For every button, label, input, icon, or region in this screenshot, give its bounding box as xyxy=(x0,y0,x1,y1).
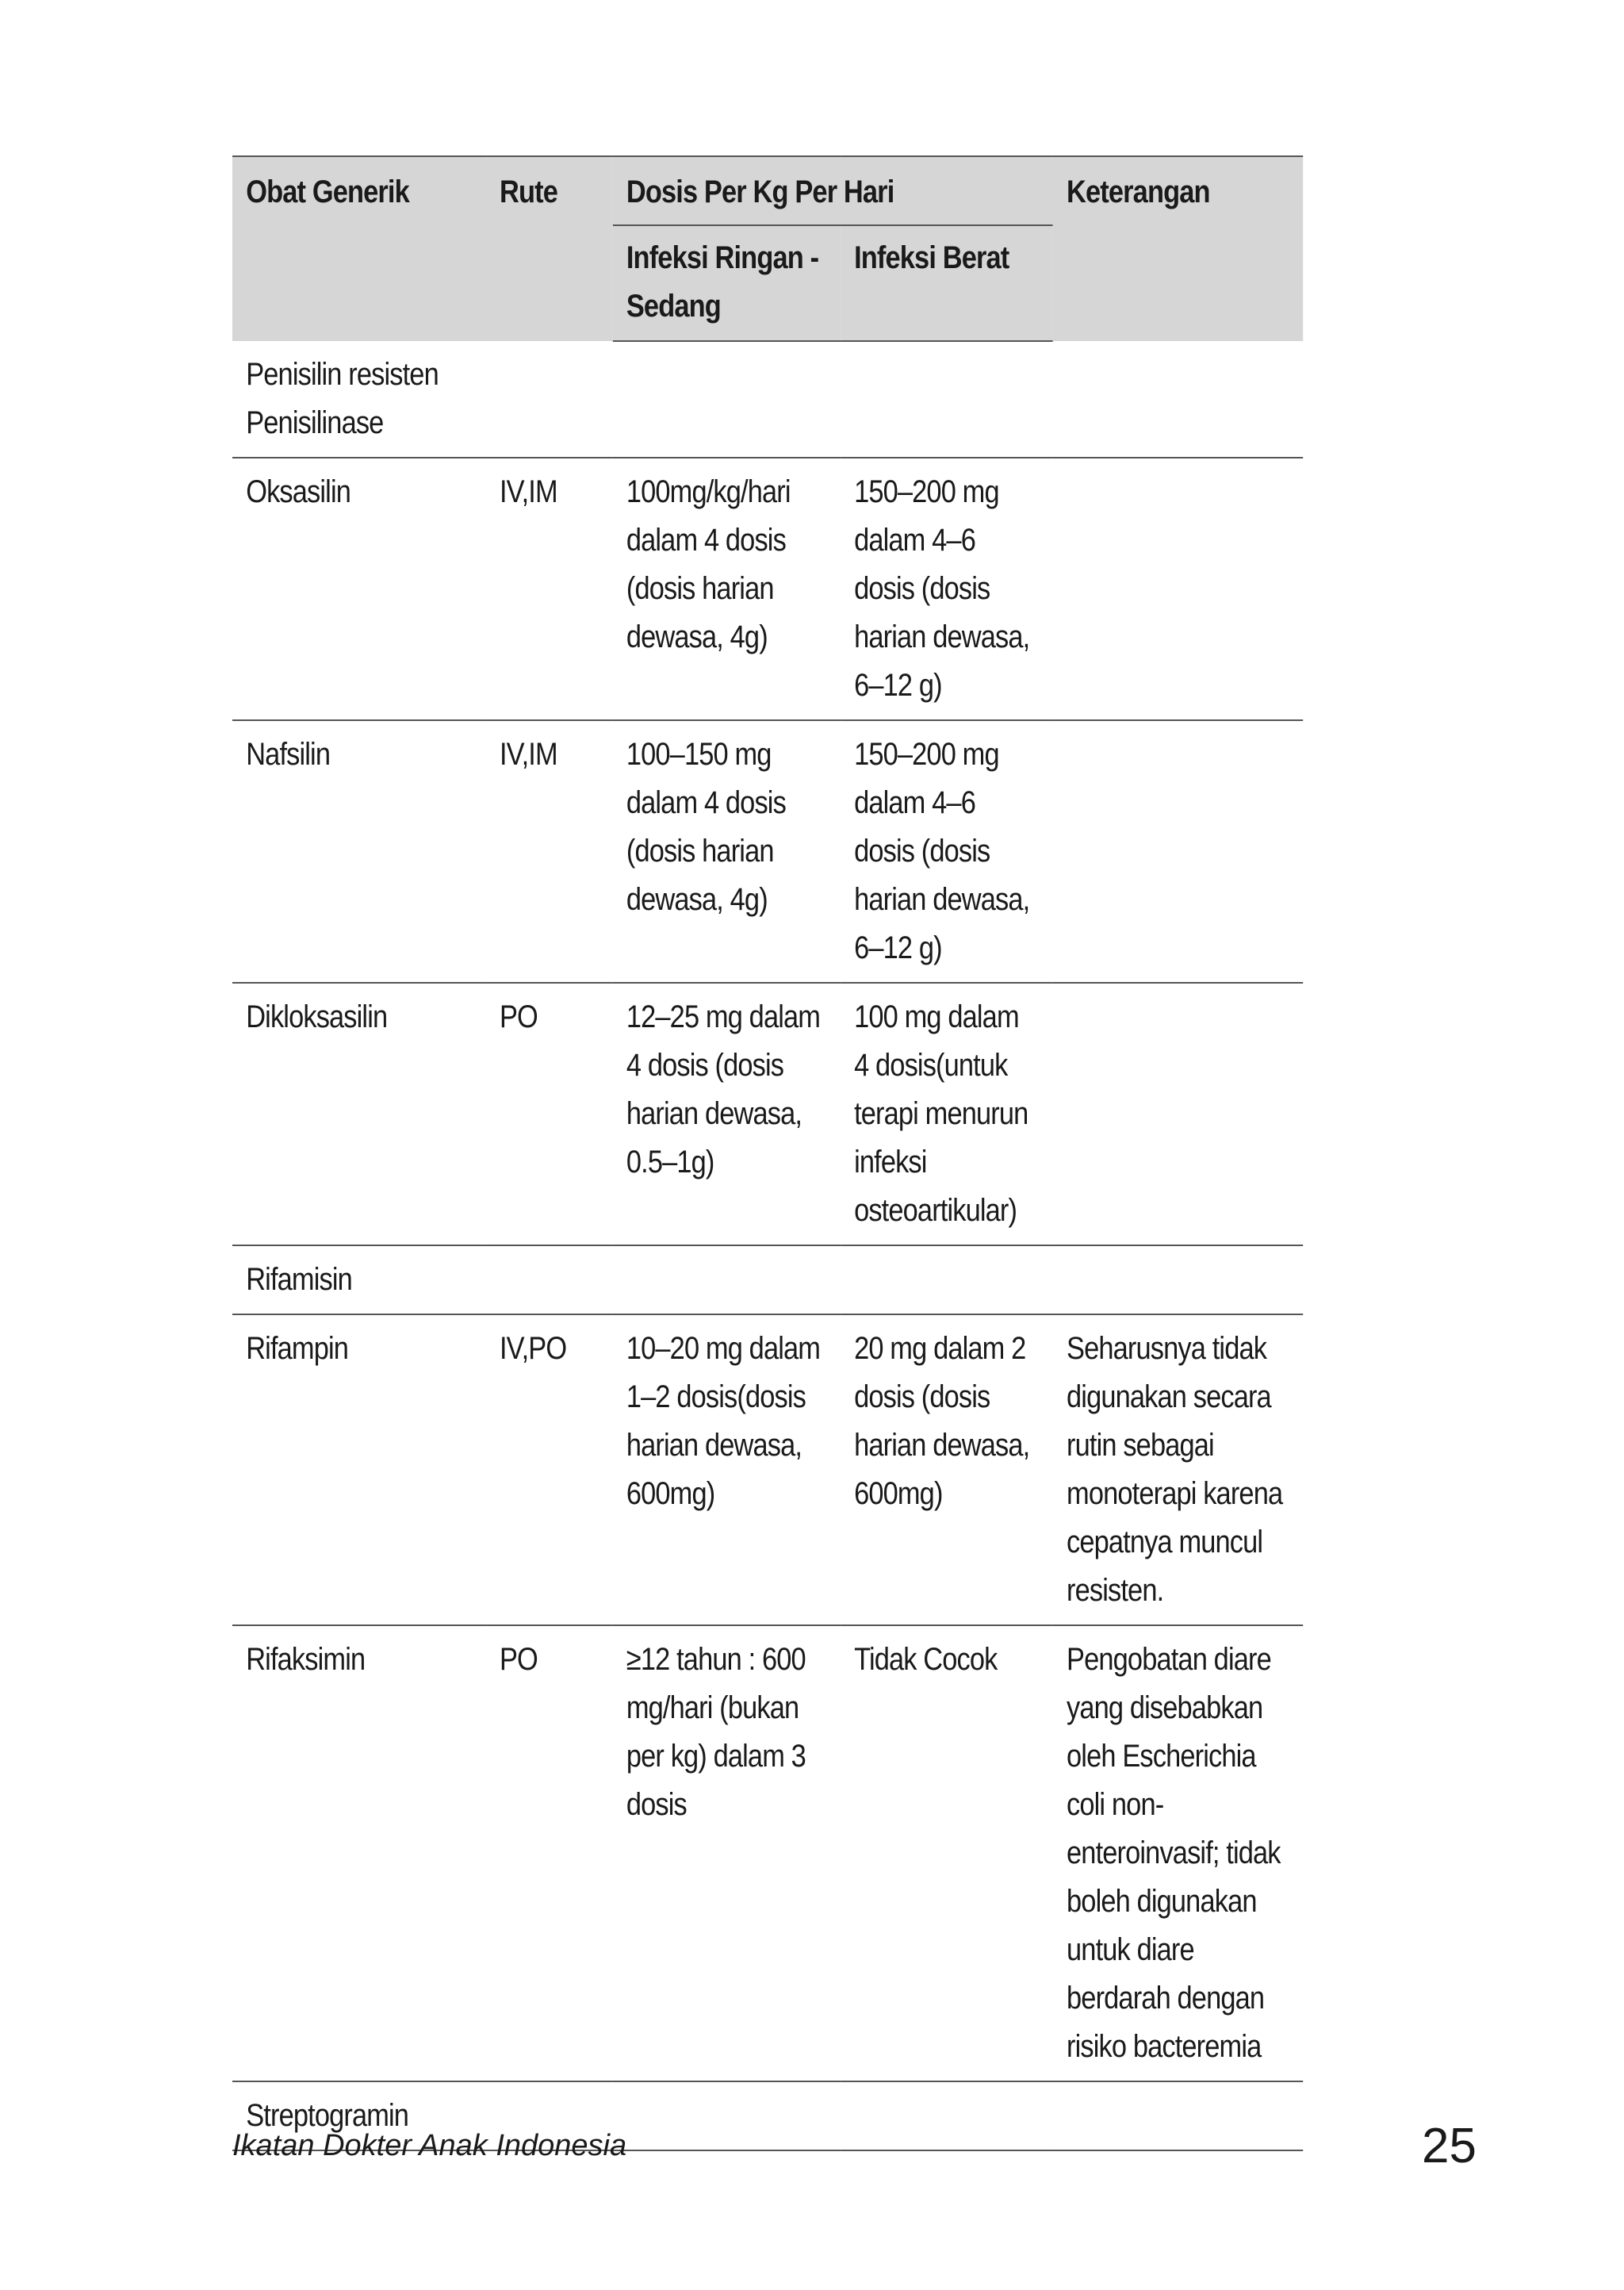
cell-infeksi-berat: 100 mg dalam 4 dosis(untuk terapi menurun infeksi osteoartikular) xyxy=(841,983,1053,1245)
table-row xyxy=(232,341,1303,458)
cell-infeksi-ringan xyxy=(613,1245,841,1314)
cell-keterangan: Pengobatan diare yang disebabkan oleh Escherichia coli non-enteroinvasif; tidak boleh digunakan untuk diare berdarah dengan risiko bacteremia xyxy=(1053,1625,1303,2081)
table-row xyxy=(232,458,1303,720)
table-row xyxy=(232,1625,1303,2081)
cell-infeksi-ringan: 100mg/kg/hari dalam 4 dosis (dosis harian dewasa, 4g) xyxy=(613,458,841,720)
cell-keterangan: Seharusnya tidak digunakan secara rutin sebagai monoterapi karena cepatnya muncul resisten. xyxy=(1053,1314,1303,1625)
cell-keterangan xyxy=(1053,341,1303,458)
cell-infeksi-ringan: 10–20 mg dalam 1–2 dosis(dosis harian dewasa, 600mg) xyxy=(613,1314,841,1625)
cell-keterangan xyxy=(1053,458,1303,720)
cell-keterangan xyxy=(1053,2081,1303,2150)
header-dosis-group: Dosis Per Kg Per Hari xyxy=(613,156,1053,225)
table-header xyxy=(232,156,1303,341)
header-infeksi-ringan: Infeksi Ringan - Sedang xyxy=(613,225,841,341)
cell-infeksi-ringan: 12–25 mg dalam 4 dosis (dosis harian dewasa, 0.5–1g) xyxy=(613,983,841,1245)
cell-obat: Nafsilin xyxy=(232,720,486,983)
page-number: 25 xyxy=(1422,2119,1477,2173)
table-body xyxy=(232,341,1303,2150)
cell-obat: Penisilin resisten Penisilinase xyxy=(232,341,486,458)
cell-rute xyxy=(486,341,613,458)
cell-obat: Rifampin xyxy=(232,1314,486,1625)
cell-obat: Dikloksasilin xyxy=(232,983,486,1245)
cell-keterangan xyxy=(1053,1245,1303,1314)
cell-infeksi-ringan xyxy=(613,341,841,458)
cell-rute: PO xyxy=(486,1625,613,2081)
cell-obat: Rifaksimin xyxy=(232,1625,486,2081)
header-rute: Rute xyxy=(486,156,613,341)
cell-infeksi-berat: Tidak Cocok xyxy=(841,1625,1053,2081)
cell-infeksi-berat: 20 mg dalam 2 dosis (dosis harian dewasa, 600mg) xyxy=(841,1314,1053,1625)
cell-infeksi-berat xyxy=(841,1245,1053,1314)
cell-obat: Oksasilin xyxy=(232,458,486,720)
header-obat-generik: Obat Generik xyxy=(232,156,486,341)
cell-infeksi-ringan: ≥12 tahun : 600 mg/hari (bukan per kg) dalam 3 dosis xyxy=(613,1625,841,2081)
table-row xyxy=(232,983,1303,1245)
cell-rute: IV,IM xyxy=(486,458,613,720)
cell-keterangan xyxy=(1053,720,1303,983)
cell-keterangan xyxy=(1053,983,1303,1245)
header-keterangan: Keterangan xyxy=(1053,156,1303,341)
dosage-table xyxy=(232,155,1303,2151)
cell-infeksi-ringan xyxy=(613,2081,841,2150)
cell-infeksi-ringan: 100–150 mg dalam 4 dosis (dosis harian dewasa, 4g) xyxy=(613,720,841,983)
table-row xyxy=(232,1245,1303,1314)
header-infeksi-berat: Infeksi Berat xyxy=(841,225,1053,341)
cell-infeksi-berat: 150–200 mg dalam 4–6 dosis (dosis harian dewasa, 6–12 g) xyxy=(841,458,1053,720)
cell-rute: PO xyxy=(486,983,613,1245)
cell-infeksi-berat: 150–200 mg dalam 4–6 dosis (dosis harian dewasa, 6–12 g) xyxy=(841,720,1053,983)
cell-rute xyxy=(486,1245,613,1314)
cell-obat: Rifamisin xyxy=(232,1245,486,1314)
footer-publisher: Ikatan Dokter Anak Indonesia xyxy=(232,2129,627,2162)
cell-obat: Streptogramin xyxy=(232,2081,486,2150)
cell-rute: IV,IM xyxy=(486,720,613,983)
table-row xyxy=(232,720,1303,983)
cell-infeksi-berat xyxy=(841,341,1053,458)
table-row xyxy=(232,1314,1303,1625)
cell-rute: IV,PO xyxy=(486,1314,613,1625)
cell-infeksi-berat xyxy=(841,2081,1053,2150)
